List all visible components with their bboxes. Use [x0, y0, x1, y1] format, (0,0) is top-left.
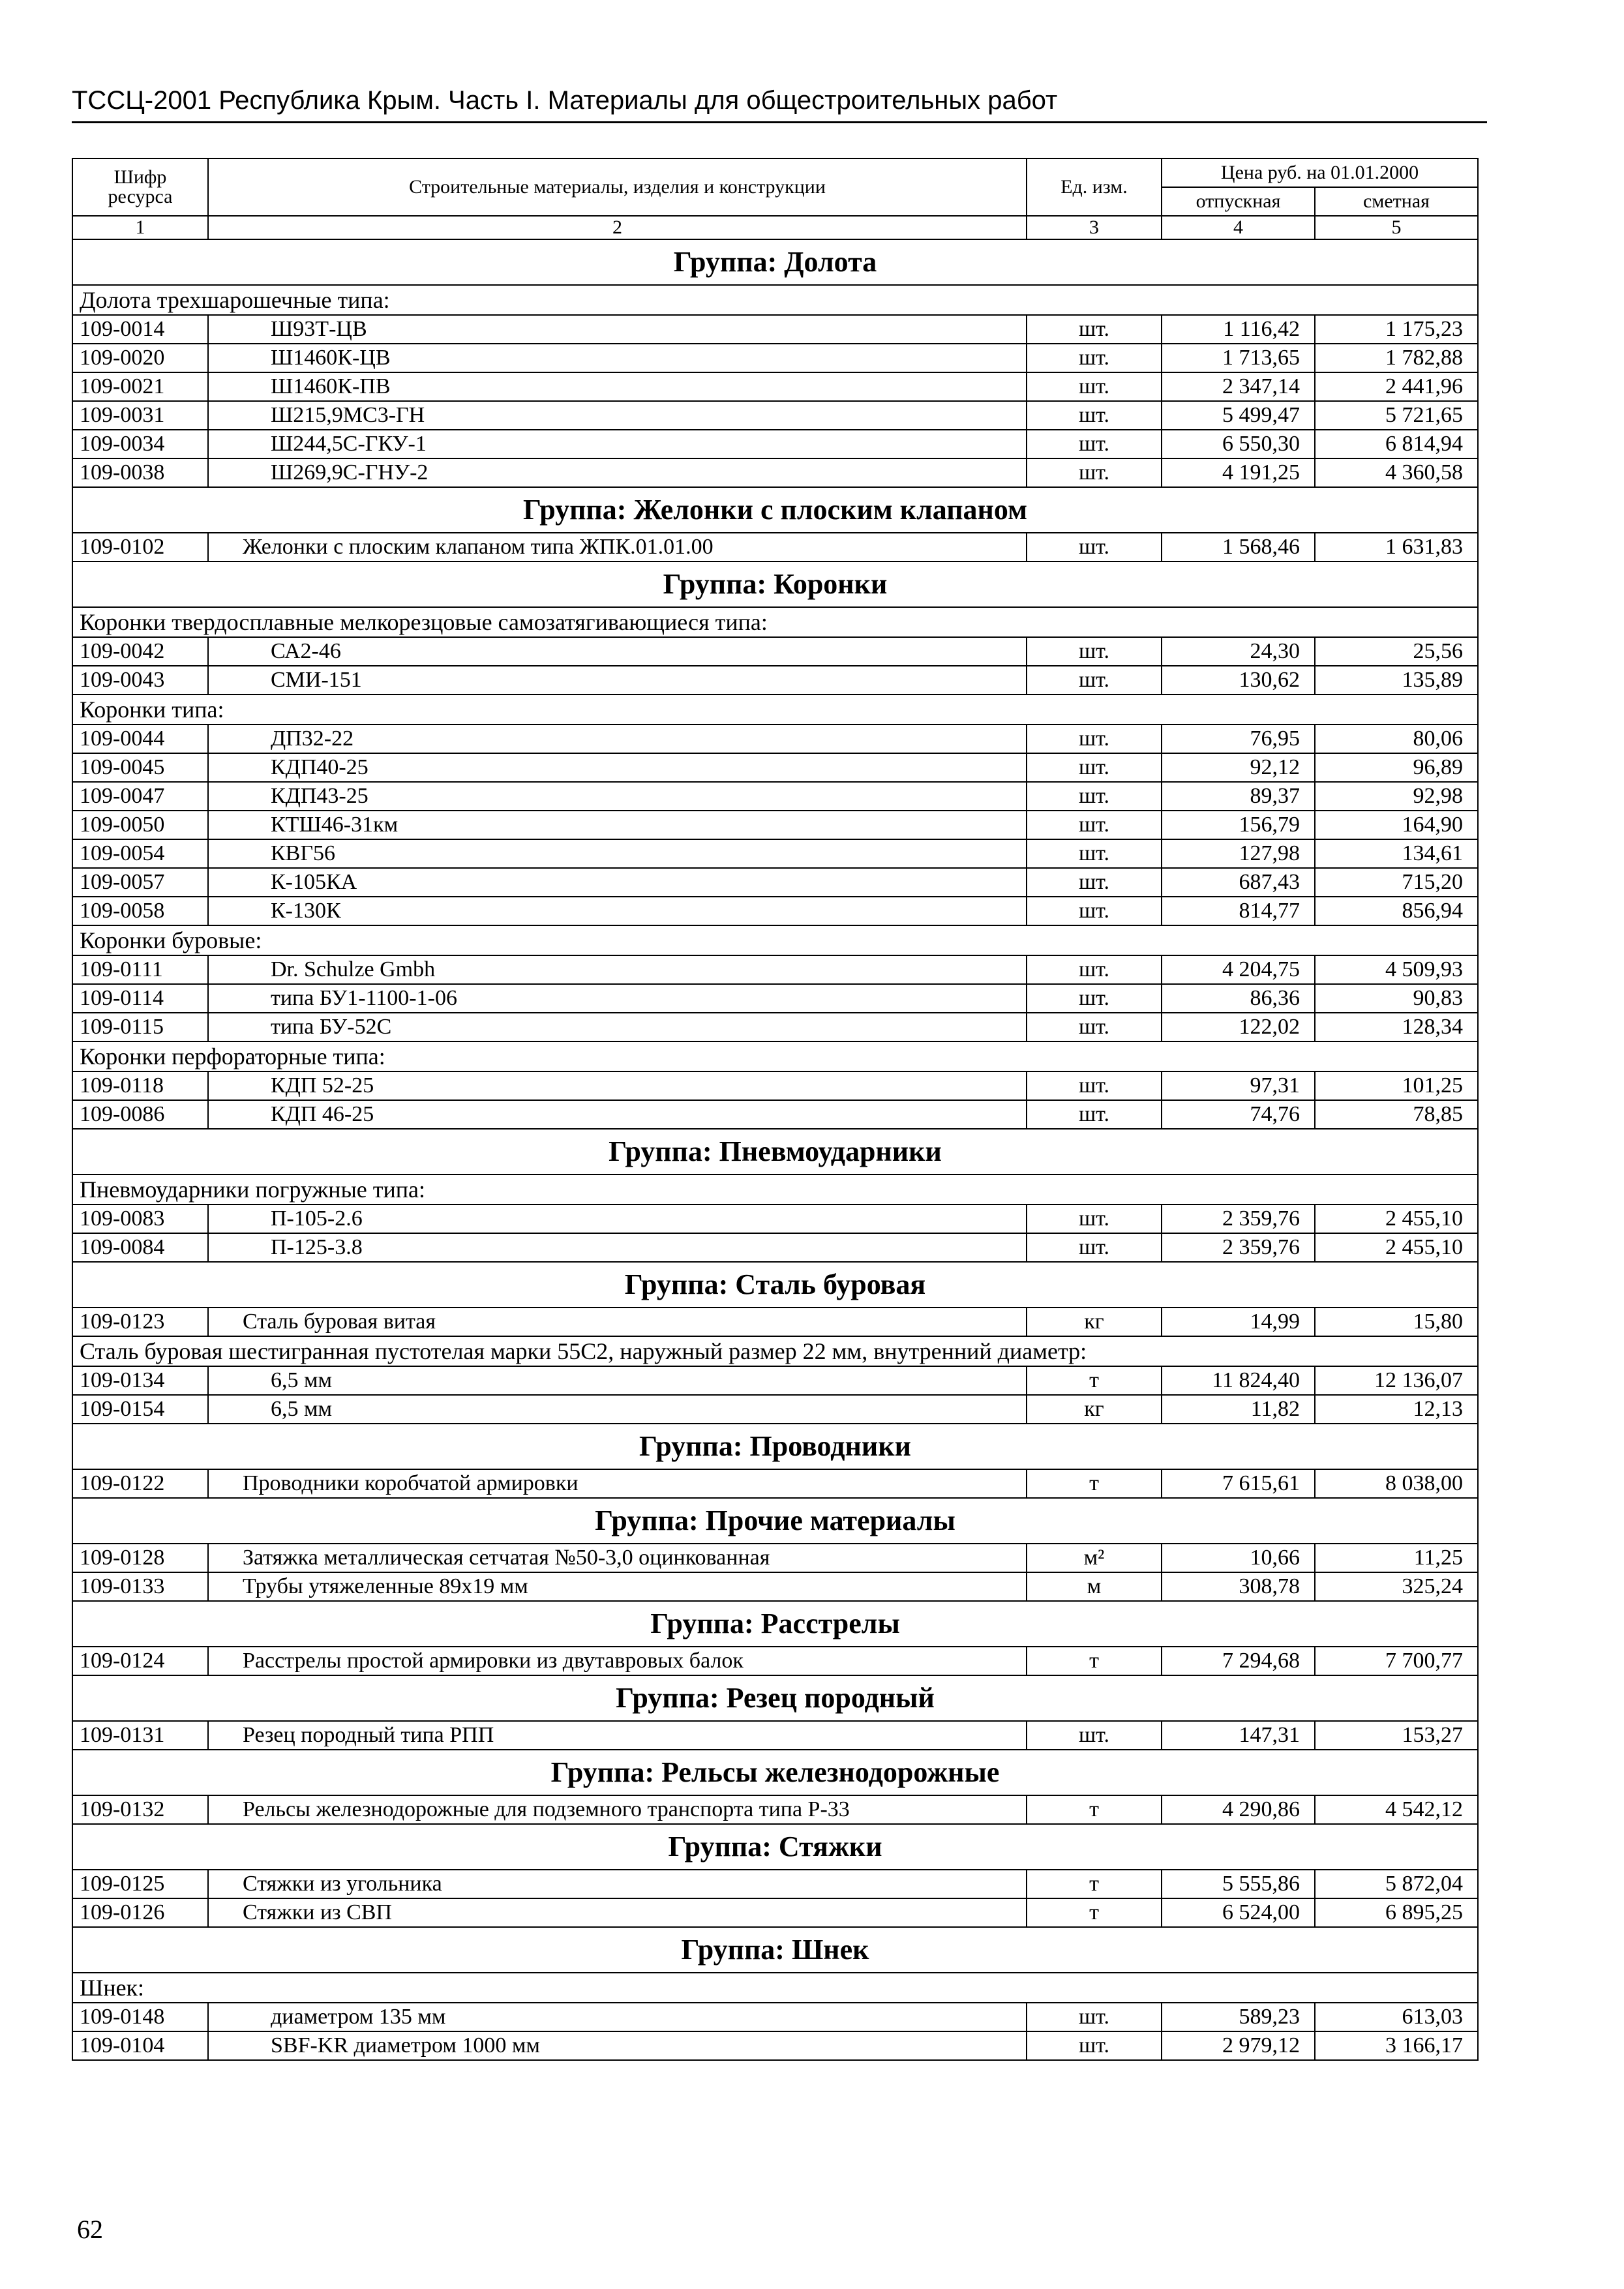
- material-name: 6,5 мм: [208, 1366, 1027, 1395]
- table-body: [72, 239, 1478, 2060]
- resource-code: 109-0102: [72, 533, 208, 561]
- page-number: 62: [77, 2215, 103, 2244]
- col-number: 5: [1315, 216, 1478, 239]
- group-heading-row: [72, 1675, 1478, 1721]
- table-row: [72, 1469, 1478, 1498]
- unit-of-measure: шт.: [1027, 782, 1162, 811]
- unit-of-measure: кг: [1027, 1395, 1162, 1424]
- table-row: [72, 1204, 1478, 1233]
- price-release: 24,30: [1162, 637, 1315, 666]
- price-release: 5 499,47: [1162, 401, 1315, 430]
- price-release: 10,66: [1162, 1544, 1315, 1572]
- material-name: Ш1460К-ЦВ: [208, 344, 1027, 372]
- resource-code: 109-0031: [72, 401, 208, 430]
- group-heading-row: [72, 487, 1478, 533]
- subgroup-heading-row: [72, 607, 1478, 637]
- material-name: СМИ-151: [208, 666, 1027, 695]
- resource-code: 109-0126: [72, 1898, 208, 1927]
- table-row: [72, 372, 1478, 401]
- table-row: [72, 1870, 1478, 1898]
- price-estimate: 613,03: [1315, 2003, 1478, 2031]
- material-name: Стяжки из угольника: [208, 1870, 1027, 1898]
- material-name: ДП32-22: [208, 725, 1027, 753]
- price-estimate: 6 895,25: [1315, 1898, 1478, 1927]
- unit-of-measure: т: [1027, 1647, 1162, 1675]
- price-release: 11 824,40: [1162, 1366, 1315, 1395]
- price-release: 97,31: [1162, 1071, 1315, 1100]
- price-release: 6 550,30: [1162, 430, 1315, 458]
- price-release: 130,62: [1162, 666, 1315, 695]
- resource-code: 109-0042: [72, 637, 208, 666]
- price-release: 74,76: [1162, 1100, 1315, 1129]
- unit-of-measure: шт.: [1027, 839, 1162, 868]
- material-name: Расстрелы простой армировки из двутавровых балок: [208, 1647, 1027, 1675]
- resource-code: 109-0047: [72, 782, 208, 811]
- price-estimate: 12,13: [1315, 1395, 1478, 1424]
- unit-of-measure: шт.: [1027, 1233, 1162, 1262]
- material-name: КТШ46-31км: [208, 811, 1027, 839]
- material-name: Ш215,9МС3-ГН: [208, 401, 1027, 430]
- group-heading-row: [72, 239, 1478, 285]
- group-heading-row: [72, 1129, 1478, 1174]
- price-release: 4 204,75: [1162, 955, 1315, 984]
- price-release: 687,43: [1162, 868, 1315, 897]
- price-estimate: 101,25: [1315, 1071, 1478, 1100]
- price-release: 147,31: [1162, 1721, 1315, 1750]
- price-estimate: 80,06: [1315, 725, 1478, 753]
- price-estimate: 128,34: [1315, 1013, 1478, 1041]
- price-release: 14,99: [1162, 1308, 1315, 1336]
- unit-of-measure: шт.: [1027, 458, 1162, 487]
- unit-of-measure: шт.: [1027, 897, 1162, 925]
- group-heading: Группа: Проводники: [72, 1424, 1478, 1469]
- resource-code: 109-0122: [72, 1469, 208, 1498]
- table-row: [72, 315, 1478, 344]
- resource-code: 109-0115: [72, 1013, 208, 1041]
- group-heading: Группа: Пневмоударники: [72, 1129, 1478, 1174]
- price-estimate: 12 136,07: [1315, 1366, 1478, 1395]
- unit-of-measure: шт.: [1027, 1071, 1162, 1100]
- unit-of-measure: шт.: [1027, 1100, 1162, 1129]
- column-numbers-row: [72, 216, 1478, 239]
- col-number: 3: [1027, 216, 1162, 239]
- unit-of-measure: т: [1027, 1469, 1162, 1498]
- price-release: 76,95: [1162, 725, 1315, 753]
- price-release: 122,02: [1162, 1013, 1315, 1041]
- group-heading: Группа: Прочие материалы: [72, 1498, 1478, 1544]
- table-row: [72, 1395, 1478, 1424]
- price-release: 814,77: [1162, 897, 1315, 925]
- unit-of-measure: шт.: [1027, 753, 1162, 782]
- subgroup-heading: Коронки твердосплавные мелкорезцовые самозатягивающиеся типа:: [72, 607, 1478, 637]
- material-name: КДП40-25: [208, 753, 1027, 782]
- material-name: КДП 52-25: [208, 1071, 1027, 1100]
- resource-code: 109-0128: [72, 1544, 208, 1572]
- table-row: [72, 1572, 1478, 1601]
- unit-of-measure: шт.: [1027, 984, 1162, 1013]
- table-row: [72, 1544, 1478, 1572]
- subgroup-heading: Коронки типа:: [72, 695, 1478, 725]
- price-estimate: 2 455,10: [1315, 1204, 1478, 1233]
- resource-code: 109-0058: [72, 897, 208, 925]
- price-estimate: 15,80: [1315, 1308, 1478, 1336]
- table-row: [72, 1308, 1478, 1336]
- resource-code: 109-0125: [72, 1870, 208, 1898]
- material-name: Стяжки из СВП: [208, 1898, 1027, 1927]
- group-heading-row: [72, 1262, 1478, 1308]
- resource-code: 109-0118: [72, 1071, 208, 1100]
- price-estimate: 4 542,12: [1315, 1795, 1478, 1824]
- price-estimate: 92,98: [1315, 782, 1478, 811]
- unit-of-measure: шт.: [1027, 2031, 1162, 2060]
- table-row: [72, 1898, 1478, 1927]
- group-heading-row: [72, 1750, 1478, 1795]
- price-estimate: 134,61: [1315, 839, 1478, 868]
- resource-code: 109-0038: [72, 458, 208, 487]
- table-row: [72, 637, 1478, 666]
- resource-code: 109-0057: [72, 868, 208, 897]
- unit-of-measure: шт.: [1027, 401, 1162, 430]
- subgroup-heading-row: [72, 1041, 1478, 1071]
- unit-of-measure: шт.: [1027, 811, 1162, 839]
- price-estimate: 90,83: [1315, 984, 1478, 1013]
- unit-of-measure: кг: [1027, 1308, 1162, 1336]
- price-release: 92,12: [1162, 753, 1315, 782]
- price-estimate: 153,27: [1315, 1721, 1478, 1750]
- unit-of-measure: шт.: [1027, 430, 1162, 458]
- price-release: 2 359,76: [1162, 1204, 1315, 1233]
- price-estimate: 11,25: [1315, 1544, 1478, 1572]
- group-heading-row: [72, 1498, 1478, 1544]
- price-release: 1 568,46: [1162, 533, 1315, 561]
- table-row: [72, 955, 1478, 984]
- subgroup-heading: Пневмоударники погружные типа:: [72, 1174, 1478, 1204]
- unit-of-measure: шт.: [1027, 533, 1162, 561]
- resource-code: 109-0014: [72, 315, 208, 344]
- material-name: диаметром 135 мм: [208, 2003, 1027, 2031]
- header-name: Строительные материалы, изделия и конструкции: [208, 158, 1027, 216]
- price-release: 5 555,86: [1162, 1870, 1315, 1898]
- subgroup-heading-row: [72, 285, 1478, 315]
- price-estimate: 96,89: [1315, 753, 1478, 782]
- price-estimate: 1 631,83: [1315, 533, 1478, 561]
- material-name: Ш244,5С-ГКУ-1: [208, 430, 1027, 458]
- material-name: Ш93Т-ЦВ: [208, 315, 1027, 344]
- price-release: 89,37: [1162, 782, 1315, 811]
- material-name: Ш1460К-ПВ: [208, 372, 1027, 401]
- unit-of-measure: м²: [1027, 1544, 1162, 1572]
- table-row: [72, 782, 1478, 811]
- group-heading: Группа: Расстрелы: [72, 1601, 1478, 1647]
- material-name: типа БУ-52С: [208, 1013, 1027, 1041]
- group-heading-row: [72, 1601, 1478, 1647]
- price-release: 1 713,65: [1162, 344, 1315, 372]
- group-heading: Группа: Сталь буровая: [72, 1262, 1478, 1308]
- material-name: СА2-46: [208, 637, 1027, 666]
- resource-code: 109-0054: [72, 839, 208, 868]
- price-estimate: 1 782,88: [1315, 344, 1478, 372]
- table-row: [72, 868, 1478, 897]
- price-estimate: 78,85: [1315, 1100, 1478, 1129]
- resource-code: 109-0154: [72, 1395, 208, 1424]
- material-name: КДП 46-25: [208, 1100, 1027, 1129]
- group-heading: Группа: Рельсы железнодорожные: [72, 1750, 1478, 1795]
- table-row: [72, 2031, 1478, 2060]
- material-name: Сталь буровая витая: [208, 1308, 1027, 1336]
- unit-of-measure: шт.: [1027, 1013, 1162, 1041]
- resource-code: 109-0086: [72, 1100, 208, 1129]
- material-name: К-130К: [208, 897, 1027, 925]
- table-row: [72, 430, 1478, 458]
- table-row: [72, 2003, 1478, 2031]
- price-estimate: 4 360,58: [1315, 458, 1478, 487]
- price-release: 6 524,00: [1162, 1898, 1315, 1927]
- resource-code: 109-0131: [72, 1721, 208, 1750]
- unit-of-measure: т: [1027, 1898, 1162, 1927]
- material-name: Ш269,9С-ГНУ-2: [208, 458, 1027, 487]
- table-header-row: [72, 158, 1478, 187]
- subgroup-heading-row: [72, 1336, 1478, 1366]
- group-heading-row: [72, 1424, 1478, 1469]
- table-row: [72, 811, 1478, 839]
- material-name: SBF-KR диаметром 1000 мм: [208, 2031, 1027, 2060]
- table-row: [72, 725, 1478, 753]
- material-name: типа БУ1-1100-1-06: [208, 984, 1027, 1013]
- subgroup-heading: Долота трехшарошечные типа:: [72, 285, 1478, 315]
- subgroup-heading-row: [72, 925, 1478, 955]
- unit-of-measure: шт.: [1027, 868, 1162, 897]
- price-release: 127,98: [1162, 839, 1315, 868]
- material-name: П-125-3.8: [208, 1233, 1027, 1262]
- price-release: 2 359,76: [1162, 1233, 1315, 1262]
- table-row: [72, 1647, 1478, 1675]
- price-release: 156,79: [1162, 811, 1315, 839]
- table-row: [72, 344, 1478, 372]
- header-price: Цена руб. на 01.01.2000: [1162, 158, 1478, 187]
- price-estimate: 3 166,17: [1315, 2031, 1478, 2060]
- price-estimate: 135,89: [1315, 666, 1478, 695]
- group-heading: Группа: Долота: [72, 239, 1478, 285]
- resource-code: 109-0044: [72, 725, 208, 753]
- resource-code: 109-0084: [72, 1233, 208, 1262]
- price-estimate: 715,20: [1315, 868, 1478, 897]
- unit-of-measure: шт.: [1027, 955, 1162, 984]
- material-name: Проводники коробчатой армировки: [208, 1469, 1027, 1498]
- unit-of-measure: шт.: [1027, 344, 1162, 372]
- unit-of-measure: шт.: [1027, 666, 1162, 695]
- table-row: [72, 533, 1478, 561]
- col-number: 4: [1162, 216, 1315, 239]
- resource-code: 109-0111: [72, 955, 208, 984]
- price-estimate: 5 721,65: [1315, 401, 1478, 430]
- subgroup-heading-row: [72, 695, 1478, 725]
- table-row: [72, 1721, 1478, 1750]
- header-price-release: отпускная: [1162, 187, 1315, 216]
- resource-code: 109-0114: [72, 984, 208, 1013]
- resource-code: 109-0123: [72, 1308, 208, 1336]
- group-heading: Группа: Шнек: [72, 1927, 1478, 1973]
- price-estimate: 5 872,04: [1315, 1870, 1478, 1898]
- table-row: [72, 984, 1478, 1013]
- unit-of-measure: шт.: [1027, 1721, 1162, 1750]
- table-row: [72, 1795, 1478, 1824]
- group-heading-row: [72, 1927, 1478, 1973]
- material-name: Рельсы железнодорожные для подземного транспорта типа Р-33: [208, 1795, 1027, 1824]
- header-code: Шифр ресурса: [72, 158, 208, 216]
- group-heading: Группа: Стяжки: [72, 1824, 1478, 1870]
- subgroup-heading: Коронки буровые:: [72, 925, 1478, 955]
- header-unit: Ед. изм.: [1027, 158, 1162, 216]
- price-release: 4 191,25: [1162, 458, 1315, 487]
- col-number: 2: [208, 216, 1027, 239]
- price-estimate: 164,90: [1315, 811, 1478, 839]
- unit-of-measure: шт.: [1027, 637, 1162, 666]
- resource-code: 109-0020: [72, 344, 208, 372]
- group-heading: Группа: Резец породный: [72, 1675, 1478, 1721]
- material-name: КВГ56: [208, 839, 1027, 868]
- table-row: [72, 1071, 1478, 1100]
- price-estimate: 7 700,77: [1315, 1647, 1478, 1675]
- unit-of-measure: т: [1027, 1366, 1162, 1395]
- table-row: [72, 1013, 1478, 1041]
- unit-of-measure: м: [1027, 1572, 1162, 1601]
- price-estimate: 25,56: [1315, 637, 1478, 666]
- price-release: 11,82: [1162, 1395, 1315, 1424]
- table-row: [72, 401, 1478, 430]
- unit-of-measure: шт.: [1027, 315, 1162, 344]
- unit-of-measure: шт.: [1027, 2003, 1162, 2031]
- page-header: ТССЦ-2001 Республика Крым. Часть I. Материалы для общестроительных работ: [72, 85, 1487, 123]
- subgroup-heading: Сталь буровая шестигранная пустотелая марки 55С2, наружный размер 22 мм, внутренний диаметр:: [72, 1336, 1478, 1366]
- price-release: 86,36: [1162, 984, 1315, 1013]
- subgroup-heading-row: [72, 1174, 1478, 1204]
- price-estimate: 325,24: [1315, 1572, 1478, 1601]
- table-row: [72, 897, 1478, 925]
- material-name: Dr. Schulze Gmbh: [208, 955, 1027, 984]
- price-table: [72, 158, 1479, 2061]
- material-name: Затяжка металлическая сетчатая №50-3,0 оцинкованная: [208, 1544, 1027, 1572]
- table-row: [72, 753, 1478, 782]
- resource-code: 109-0133: [72, 1572, 208, 1601]
- table-row: [72, 458, 1478, 487]
- material-name: Желонки с плоским клапаном типа ЖПК.01.01.00: [208, 533, 1027, 561]
- table-row: [72, 1233, 1478, 1262]
- price-release: 2 347,14: [1162, 372, 1315, 401]
- material-name: 6,5 мм: [208, 1395, 1027, 1424]
- resource-code: 109-0134: [72, 1366, 208, 1395]
- price-release: 4 290,86: [1162, 1795, 1315, 1824]
- price-release: 1 116,42: [1162, 315, 1315, 344]
- material-name: КДП43-25: [208, 782, 1027, 811]
- table-row: [72, 839, 1478, 868]
- price-release: 7 294,68: [1162, 1647, 1315, 1675]
- resource-code: 109-0104: [72, 2031, 208, 2060]
- table-row: [72, 1366, 1478, 1395]
- price-estimate: 2 455,10: [1315, 1233, 1478, 1262]
- unit-of-measure: шт.: [1027, 372, 1162, 401]
- price-release: 308,78: [1162, 1572, 1315, 1601]
- resource-code: 109-0043: [72, 666, 208, 695]
- col-number: 1: [72, 216, 208, 239]
- price-estimate: 6 814,94: [1315, 430, 1478, 458]
- unit-of-measure: т: [1027, 1870, 1162, 1898]
- price-release: 589,23: [1162, 2003, 1315, 2031]
- material-name: Трубы утяжеленные 89х19 мм: [208, 1572, 1027, 1601]
- group-heading: Группа: Желонки с плоским клапаном: [72, 487, 1478, 533]
- unit-of-measure: шт.: [1027, 725, 1162, 753]
- material-name: К-105КА: [208, 868, 1027, 897]
- group-heading: Группа: Коронки: [72, 561, 1478, 607]
- table-row: [72, 1100, 1478, 1129]
- price-estimate: 8 038,00: [1315, 1469, 1478, 1498]
- table-row: [72, 666, 1478, 695]
- subgroup-heading: Шнек:: [72, 1973, 1478, 2003]
- resource-code: 109-0124: [72, 1647, 208, 1675]
- price-release: 2 979,12: [1162, 2031, 1315, 2060]
- price-estimate: 1 175,23: [1315, 315, 1478, 344]
- group-heading-row: [72, 561, 1478, 607]
- unit-of-measure: шт.: [1027, 1204, 1162, 1233]
- price-estimate: 856,94: [1315, 897, 1478, 925]
- header-price-estimate: сметная: [1315, 187, 1478, 216]
- resource-code: 109-0148: [72, 2003, 208, 2031]
- group-heading-row: [72, 1824, 1478, 1870]
- subgroup-heading: Коронки перфораторные типа:: [72, 1041, 1478, 1071]
- material-name: П-105-2.6: [208, 1204, 1027, 1233]
- resource-code: 109-0034: [72, 430, 208, 458]
- price-release: 7 615,61: [1162, 1469, 1315, 1498]
- resource-code: 109-0021: [72, 372, 208, 401]
- material-name: Резец породный типа РПП: [208, 1721, 1027, 1750]
- resource-code: 109-0050: [72, 811, 208, 839]
- subgroup-heading-row: [72, 1973, 1478, 2003]
- resource-code: 109-0132: [72, 1795, 208, 1824]
- price-estimate: 4 509,93: [1315, 955, 1478, 984]
- resource-code: 109-0083: [72, 1204, 208, 1233]
- resource-code: 109-0045: [72, 753, 208, 782]
- price-estimate: 2 441,96: [1315, 372, 1478, 401]
- unit-of-measure: т: [1027, 1795, 1162, 1824]
